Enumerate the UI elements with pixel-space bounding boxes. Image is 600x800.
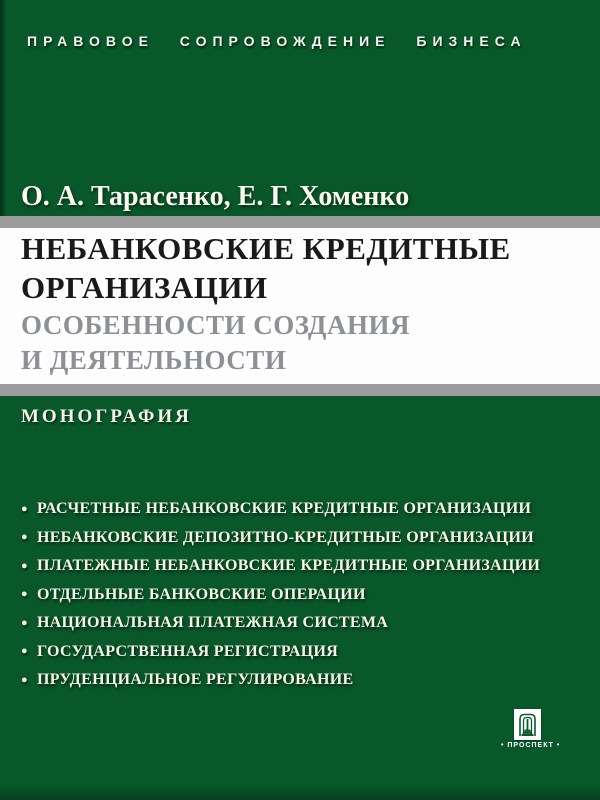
topic-label: ГОСУДАРСТВЕННАЯ РЕГИСТРАЦИЯ xyxy=(36,642,339,660)
list-item xyxy=(21,666,581,695)
topics-list xyxy=(21,495,581,695)
book-subtitle-line2: И ДЕЯТЕЛЬНОСТИ xyxy=(21,345,287,375)
book-title xyxy=(21,229,511,307)
authors-line: О. А. Тарасенко, Е. Г. Хоменко xyxy=(21,181,410,212)
book-subtitle-line1: ОСОБЕННОСТИ СОЗДАНИЯ xyxy=(21,310,410,340)
list-item xyxy=(21,524,581,553)
list-item xyxy=(21,495,581,524)
topic-label: НЕБАНКОВСКИЕ ДЕПОЗИТНО-КРЕДИТНЫЕ ОРГАНИЗАЦИИ xyxy=(36,528,535,546)
bullet-icon: ● xyxy=(21,616,28,629)
topic-label: ПРУДЕНЦИАЛЬНОЕ РЕГУЛИРОВАНИЕ xyxy=(36,671,354,689)
topic-label: ПЛАТЕЖНЫЕ НЕБАНКОВСКИЕ КРЕДИТНЫЕ ОРГАНИЗАЦИИ xyxy=(36,557,541,575)
bullet-icon: ● xyxy=(21,502,28,515)
list-item xyxy=(21,581,581,610)
bullet-icon: ● xyxy=(21,673,28,686)
bullet-icon: ● xyxy=(21,531,28,544)
book-title-line1: НЕБАНКОВСКИЕ КРЕДИТНЫЕ xyxy=(21,231,511,266)
book-title-line2: ОРГАНИЗАЦИИ xyxy=(21,270,268,305)
list-item xyxy=(21,609,581,638)
edition-type-label: МОНОГРАФИЯ xyxy=(21,406,192,427)
topic-label: НАЦИОНАЛЬНАЯ ПЛАТЕЖНАЯ СИСТЕМА xyxy=(36,614,389,632)
list-item xyxy=(21,552,581,581)
divider-band-bottom xyxy=(0,384,600,396)
book-subtitle xyxy=(21,308,410,378)
left-edge-shadow xyxy=(0,0,7,216)
bullet-icon: ● xyxy=(21,588,28,601)
publisher-logo xyxy=(501,709,561,749)
divider-band-top xyxy=(0,216,600,228)
list-item xyxy=(21,638,581,667)
bottom-vignette xyxy=(0,784,600,800)
series-header: ПРАВОВОЕ СОПРОВОЖДЕНИЕ БИЗНЕСА xyxy=(27,33,527,49)
arch-monument-icon xyxy=(514,709,541,740)
topic-label: ОТДЕЛЬНЫЕ БАНКОВСКИЕ ОПЕРАЦИИ xyxy=(36,585,366,603)
bullet-icon: ● xyxy=(21,559,28,572)
topic-label: РАСЧЕТНЫЕ НЕБАНКОВСКИЕ КРЕДИТНЫЕ ОРГАНИЗАЦИИ xyxy=(36,500,532,518)
bullet-icon: ● xyxy=(21,645,28,658)
publisher-name-label: • ПРОСПЕКТ • xyxy=(501,742,561,749)
